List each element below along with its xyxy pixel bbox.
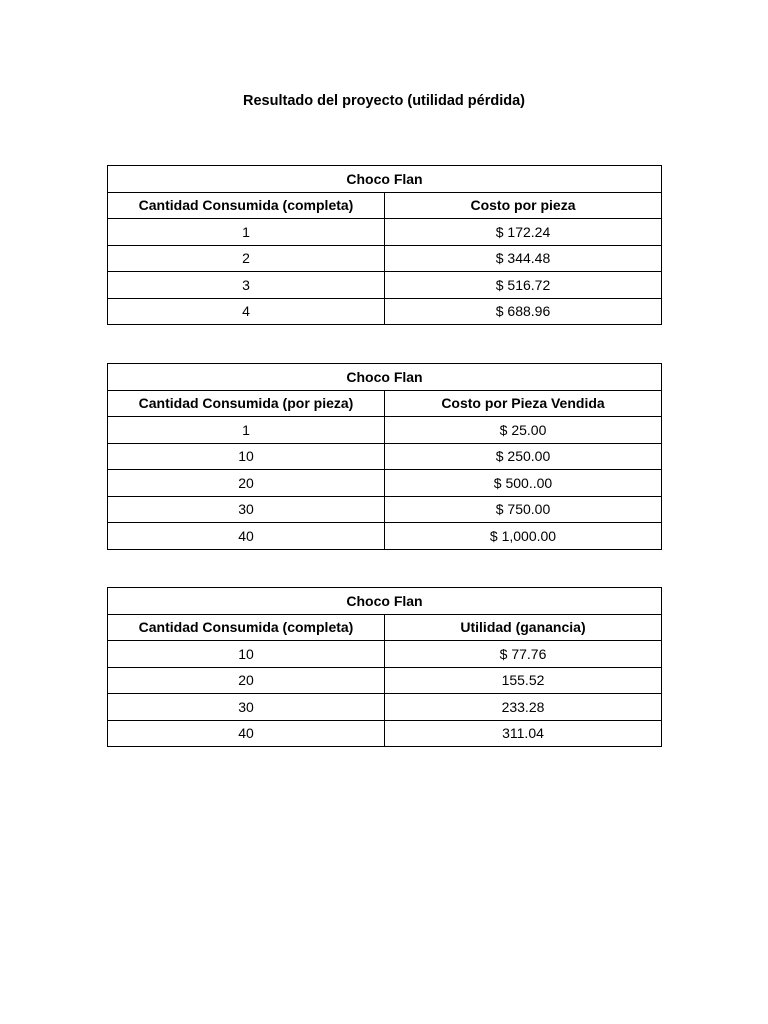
table-cell: 30 bbox=[108, 496, 385, 523]
table-row bbox=[108, 667, 662, 694]
table-cell: 3 bbox=[108, 272, 385, 299]
table-cell: 10 bbox=[108, 443, 385, 470]
table-caption: Choco Flan bbox=[108, 166, 662, 193]
table-caption-row bbox=[108, 364, 662, 391]
table-row bbox=[108, 470, 662, 497]
table-row bbox=[108, 272, 662, 299]
table-cell: 2 bbox=[108, 245, 385, 272]
column-header: Cantidad Consumida (completa) bbox=[108, 192, 385, 219]
table-caption: Choco Flan bbox=[108, 364, 662, 391]
table-row bbox=[108, 641, 662, 668]
table-costo-completa bbox=[107, 165, 662, 325]
table-row bbox=[108, 417, 662, 444]
table-header-row bbox=[108, 192, 662, 219]
table-utilidad bbox=[107, 587, 662, 747]
table-row bbox=[108, 298, 662, 325]
table-row bbox=[108, 694, 662, 721]
table-caption: Choco Flan bbox=[108, 588, 662, 615]
table-caption-row bbox=[108, 588, 662, 615]
table-cell: $ 172.24 bbox=[385, 219, 662, 246]
table-cell: 40 bbox=[108, 523, 385, 550]
table-cell: $ 516.72 bbox=[385, 272, 662, 299]
table-costo-por-pieza bbox=[107, 363, 662, 550]
column-header: Costo por Pieza Vendida bbox=[385, 390, 662, 417]
table-cell: 40 bbox=[108, 720, 385, 747]
table-row bbox=[108, 245, 662, 272]
table-row bbox=[108, 720, 662, 747]
table-cell: $ 1,000.00 bbox=[385, 523, 662, 550]
table-row bbox=[108, 443, 662, 470]
table-cell: 4 bbox=[108, 298, 385, 325]
table-row bbox=[108, 496, 662, 523]
table-cell: $ 688.96 bbox=[385, 298, 662, 325]
table-cell: $ 344.48 bbox=[385, 245, 662, 272]
table-cell: 311.04 bbox=[385, 720, 662, 747]
table-cell: 1 bbox=[108, 219, 385, 246]
column-header: Utilidad (ganancia) bbox=[385, 614, 662, 641]
table-row bbox=[108, 523, 662, 550]
column-header: Costo por pieza bbox=[385, 192, 662, 219]
table-cell: $ 25.00 bbox=[385, 417, 662, 444]
table-cell: 1 bbox=[108, 417, 385, 444]
table-cell: 20 bbox=[108, 470, 385, 497]
table-cell: $ 77.76 bbox=[385, 641, 662, 668]
column-header: Cantidad Consumida (por pieza) bbox=[108, 390, 385, 417]
table-cell: 155.52 bbox=[385, 667, 662, 694]
table-row bbox=[108, 219, 662, 246]
table-cell: 30 bbox=[108, 694, 385, 721]
table-header-row bbox=[108, 614, 662, 641]
table-cell: 20 bbox=[108, 667, 385, 694]
column-header: Cantidad Consumida (completa) bbox=[108, 614, 385, 641]
table-header-row bbox=[108, 390, 662, 417]
page-title: Resultado del proyecto (utilidad pérdida) bbox=[243, 93, 525, 109]
table-cell: $ 250.00 bbox=[385, 443, 662, 470]
table-cell: 10 bbox=[108, 641, 385, 668]
table-cell: 233.28 bbox=[385, 694, 662, 721]
table-caption-row bbox=[108, 166, 662, 193]
table-cell: $ 750.00 bbox=[385, 496, 662, 523]
table-cell: $ 500..00 bbox=[385, 470, 662, 497]
